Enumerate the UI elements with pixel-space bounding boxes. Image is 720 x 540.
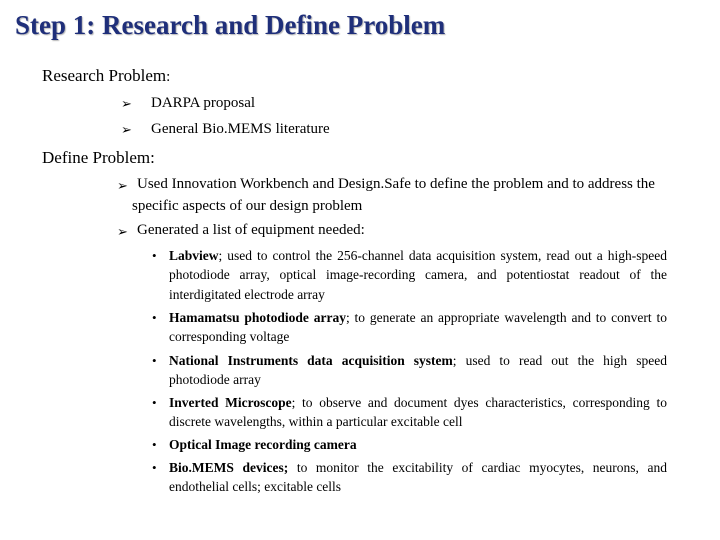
equipment-desc: ; used to control the 256-channel data acquisition system, read out a high-speed photodiode array, optical image-recording camera, and potentiostat readout of the interdigitated electrode array xyxy=(169,248,667,302)
equipment-name: Bio.MEMS devices; xyxy=(169,460,289,475)
define-item: Used Innovation Workbench and Design.Safe to define the problem and to address the specific aspects of our design problem xyxy=(132,176,655,214)
equipment-item xyxy=(169,246,667,304)
equipment-item xyxy=(169,393,667,432)
arrow-bullet-icon: ➢ xyxy=(117,224,128,239)
research-item: General Bio.MEMS literature xyxy=(151,121,330,137)
dot-bullet-icon: • xyxy=(152,460,157,475)
equipment-item xyxy=(169,308,667,347)
equipment-desc: ; to generate an appropriate wavelength and to convert to corresponding voltage xyxy=(169,310,667,345)
arrow-bullet-icon: ➢ xyxy=(117,178,128,193)
equipment-item xyxy=(169,458,667,497)
equipment-item xyxy=(169,435,667,454)
equipment-desc: ; used to read out the high speed photodiode array xyxy=(169,353,667,388)
research-heading xyxy=(42,66,170,86)
equipment-desc: to monitor the excitability of cardiac myocytes, neurons, and endothelial cells; excitable cells xyxy=(169,460,667,495)
dot-bullet-icon: • xyxy=(152,353,157,368)
dot-bullet-icon: • xyxy=(152,248,157,263)
research-heading-colon: : xyxy=(166,69,171,85)
equipment-name: National Instruments data acquisition system xyxy=(169,353,453,368)
equipment-name: Labview xyxy=(169,248,219,263)
equipment-desc: ; to observe and document dyes characteristics, corresponding to discrete wavelengths, within a particular excitable cell xyxy=(169,395,667,430)
page-title: Step 1: Research and Define Problem xyxy=(15,10,446,40)
define-heading: Define Problem: xyxy=(42,148,155,167)
equipment-name: Inverted Microscope xyxy=(169,395,292,410)
equipment-name: Hamamatsu photodiode array xyxy=(169,310,346,325)
equipment-item xyxy=(169,351,667,390)
equipment-name: Optical Image recording camera xyxy=(169,437,357,452)
dot-bullet-icon: • xyxy=(152,395,157,410)
arrow-bullet-icon: ➢ xyxy=(121,122,132,137)
arrow-bullet-icon: ➢ xyxy=(121,96,132,111)
research-heading-text: Research Problem xyxy=(42,66,167,85)
dot-bullet-icon: • xyxy=(152,310,157,325)
define-item: Generated a list of equipment needed: xyxy=(137,222,365,238)
research-item: DARPA proposal xyxy=(151,95,256,111)
dot-bullet-icon: • xyxy=(152,437,157,452)
